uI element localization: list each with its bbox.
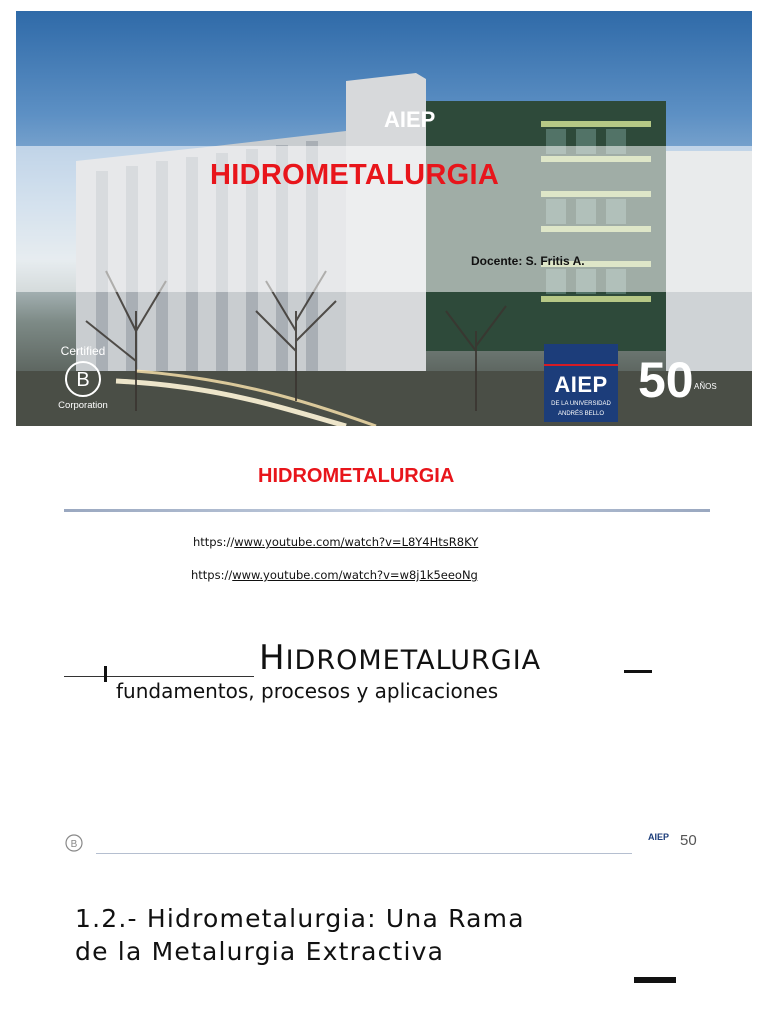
video-link-1-url[interactable]: www.youtube.com/watch?v=L8Y4HtsR8KY bbox=[234, 535, 479, 549]
book-title: HIDROMETALURGIA bbox=[259, 638, 542, 678]
section-heading-line1: 1.2.- Hidrometalurgia: Una Rama bbox=[75, 904, 525, 933]
aiep-logo-sub2: ANDRÉS BELLO bbox=[557, 411, 605, 417]
building-sign: AIEP bbox=[384, 107, 436, 132]
video-link-2[interactable]: https://www.youtube.com/watch?v=w8j1k5eeoNg bbox=[191, 568, 478, 582]
b-corp-footer-icon bbox=[64, 830, 84, 854]
slide-title: HIDROMETALURGIA bbox=[210, 159, 500, 191]
svg-text:B: B bbox=[76, 369, 90, 391]
title-slide bbox=[16, 11, 752, 426]
footer-aiep-logo: AIEP bbox=[648, 832, 670, 842]
video-link-1[interactable]: https://www.youtube.com/watch?v=L8Y4HtsR8KY bbox=[193, 535, 479, 549]
book-cover-title bbox=[64, 600, 710, 750]
aiep-logo bbox=[544, 344, 618, 422]
anniversary-word: AÑOS bbox=[694, 382, 717, 391]
docente-label: Docente: S. Fritis A. bbox=[471, 254, 585, 268]
title-divider bbox=[64, 509, 710, 512]
footer-divider bbox=[96, 853, 632, 854]
book-subtitle: fundamentos, procesos y aplicaciones bbox=[116, 679, 499, 703]
corporation-label: Corporation bbox=[58, 400, 108, 411]
video-link-2-url[interactable]: www.youtube.com/watch?v=w8j1k5eeoNg bbox=[232, 568, 478, 582]
b-corp-certification bbox=[48, 344, 118, 411]
certified-label: Certified bbox=[60, 344, 106, 358]
section-heading-line2: de la Metalurgia Extractiva bbox=[75, 937, 445, 966]
heading-end-bar bbox=[634, 977, 676, 983]
b-corp-icon bbox=[64, 360, 102, 398]
anniversary-number: 50 bbox=[638, 352, 694, 408]
aiep-logo-sub1: DE LA UNIVERSIDAD bbox=[551, 401, 611, 407]
book-rule-left bbox=[64, 676, 254, 677]
book-rule-tick bbox=[104, 666, 107, 682]
links-slide-title: HIDROMETALURGIA bbox=[258, 465, 455, 487]
svg-text:B: B bbox=[70, 839, 78, 850]
book-rule-right bbox=[624, 670, 652, 673]
section-heading bbox=[75, 902, 525, 968]
aiep-logo-text: AIEP bbox=[554, 372, 608, 397]
footer-anniversary: 50 bbox=[680, 832, 697, 849]
